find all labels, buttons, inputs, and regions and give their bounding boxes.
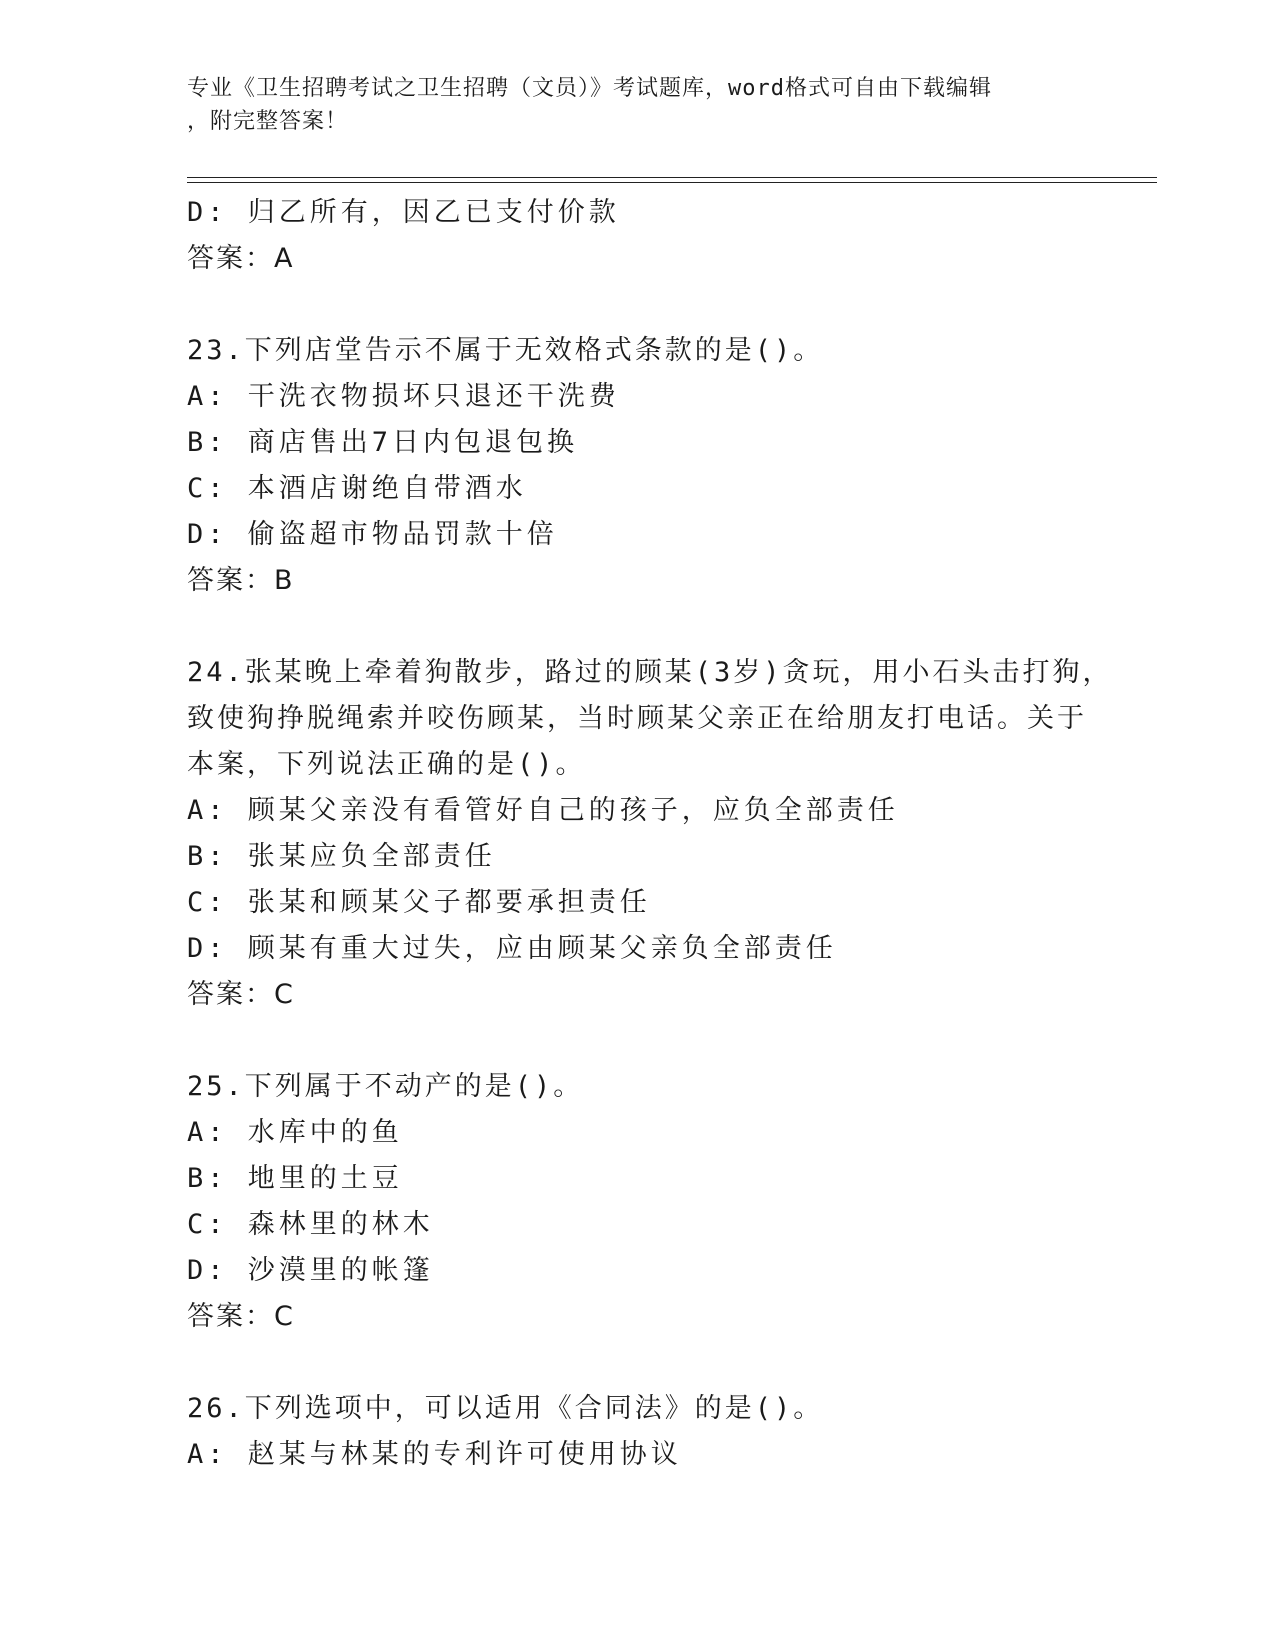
- question-25: [187, 1064, 1087, 1340]
- option-a: A: 干洗衣物损坏只退还干洗费: [187, 381, 620, 412]
- option-d: D: 沙漠里的帐篷: [187, 1255, 434, 1286]
- question-stem: 23.下列店堂告示不属于无效格式条款的是()。: [187, 335, 824, 366]
- question-24: [187, 650, 1113, 1018]
- header-divider-top: [187, 177, 1157, 178]
- option-a: A: 赵某与林某的专利许可使用协议: [187, 1439, 682, 1470]
- option-a: A: 顾某父亲没有看管好自己的孩子，应负全部责任: [187, 795, 899, 826]
- question-stem-line-2: 致使狗挣脱绳索并咬伤顾某，当时顾某父亲正在给朋友打电话。关于: [187, 703, 1087, 734]
- question-26: [187, 1386, 1087, 1478]
- header-line-1: 专业《卫生招聘考试之卫生招聘（文员）》考试题库，word格式可自由下载编辑: [187, 76, 992, 101]
- option-a: A: 水库中的鱼: [187, 1117, 403, 1148]
- question-stem: 25.下列属于不动产的是()。: [187, 1071, 584, 1102]
- option-d: D: 归乙所有，因乙已支付价款: [187, 197, 620, 228]
- question-stem-line-1: 24.张某晚上牵着狗散步，路过的顾某(3岁)贪玩，用小石头击打狗，: [187, 657, 1113, 688]
- option-c: C: 张某和顾某父子都要承担责任: [187, 887, 651, 918]
- question-list: [187, 190, 1113, 1478]
- document-header: [187, 72, 1067, 138]
- header-divider-bottom: [187, 182, 1157, 183]
- question-23: [187, 328, 1087, 604]
- option-c: C: 森林里的林木: [187, 1209, 434, 1240]
- option-c: C: 本酒店谢绝自带酒水: [187, 473, 527, 504]
- answer-line: 答案：C: [187, 1301, 295, 1332]
- answer-line: 答案：A: [187, 243, 295, 274]
- option-d: D: 顾某有重大过失，应由顾某父亲负全部责任: [187, 933, 837, 964]
- option-b: B: 地里的土豆: [187, 1163, 403, 1194]
- answer-line: 答案：B: [187, 565, 295, 596]
- option-d: D: 偷盗超市物品罚款十倍: [187, 519, 558, 550]
- question-stem-line-3: 本案，下列说法正确的是()。: [187, 749, 586, 780]
- option-b: B: 张某应负全部责任: [187, 841, 496, 872]
- answer-line: 答案：C: [187, 979, 295, 1010]
- header-line-2: ，附完整答案！: [187, 109, 349, 134]
- question-stem: 26.下列选项中，可以适用《合同法》的是()。: [187, 1393, 824, 1424]
- option-b: B: 商店售出7日内包退包换: [187, 427, 579, 458]
